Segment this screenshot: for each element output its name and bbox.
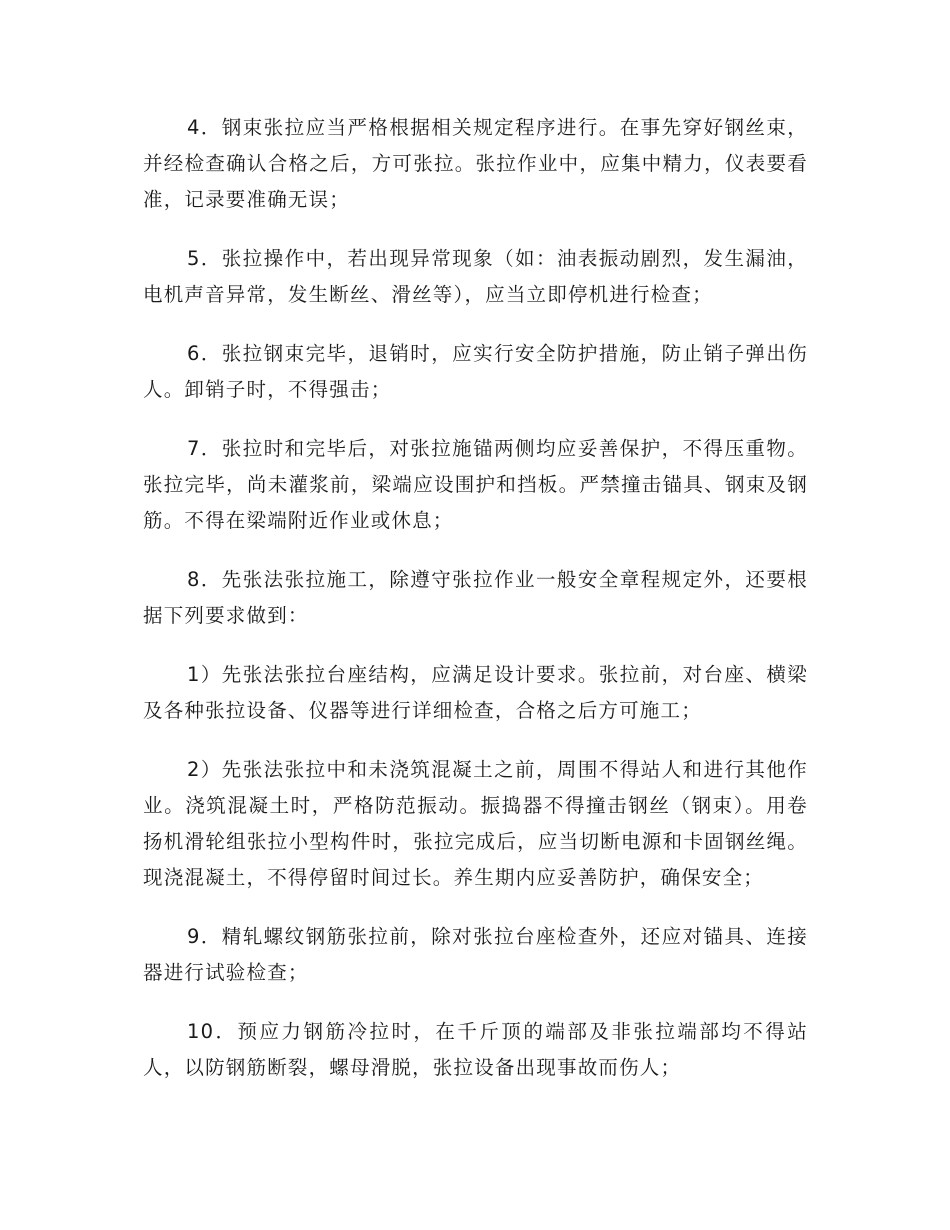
paragraph-item-4: 4．钢束张拉应当严格根据相关规定程序进行。在事先穿好钢丝束，并经检查确认合格之后，方可张拉。张拉作业中，应集中精力，仪表要看准，记录要准确无误； [143,116,808,211]
paragraph-item-9: 9．精轧螺纹钢筋张拉前，除对张拉台座检查外，还应对锚具、连接器进行试验检查； [143,925,808,984]
paragraph-item-6: 6．张拉钢束完毕，退销时，应实行安全防护措施，防止销子弹出伤人。卸销子时，不得强击； [143,342,808,401]
paragraph-item-8: 8．先张法张拉施工，除遵守张拉作业一般安全章程规定外，还要根据下列要求做到： [143,568,808,627]
paragraph-subitem-1: 1）先张法张拉台座结构，应满足设计要求。张拉前，对台座、横梁及各种张拉设备、仪器等进行详细检查，合格之后方可施工； [143,663,808,722]
document-body [143,110,808,1109]
paragraph-item-5: 5．张拉操作中，若出现异常现象（如：油表振动剧烈，发生漏油，电机声音异常，发生断丝、滑丝等），应当立即停机进行检查； [143,247,808,306]
paragraph-item-10: 10．预应力钢筋冷拉时，在千斤顶的端部及非张拉端部均不得站人，以防钢筋断裂，螺母滑脱，张拉设备出现事故而伤人； [143,1020,808,1079]
paragraph-item-7: 7．张拉时和完毕后，对张拉施锚两侧均应妥善保护，不得压重物。张拉完毕，尚未灌浆前，梁端应设围护和挡板。严禁撞击锚具、钢束及钢筋。不得在梁端附近作业或休息； [143,437,808,532]
paragraph-subitem-2: 2）先张法张拉中和未浇筑混凝土之前，周围不得站人和进行其他作业。浇筑混凝土时，严格防范振动。振捣器不得撞击钢丝（钢束）。用卷扬机滑轮组张拉小型构件时，张拉完成后，应当切断电源和卡固钢丝绳。现浇混凝土，不得停留时间过长。养生期内应妥善防护，确保安全； [143,758,808,889]
